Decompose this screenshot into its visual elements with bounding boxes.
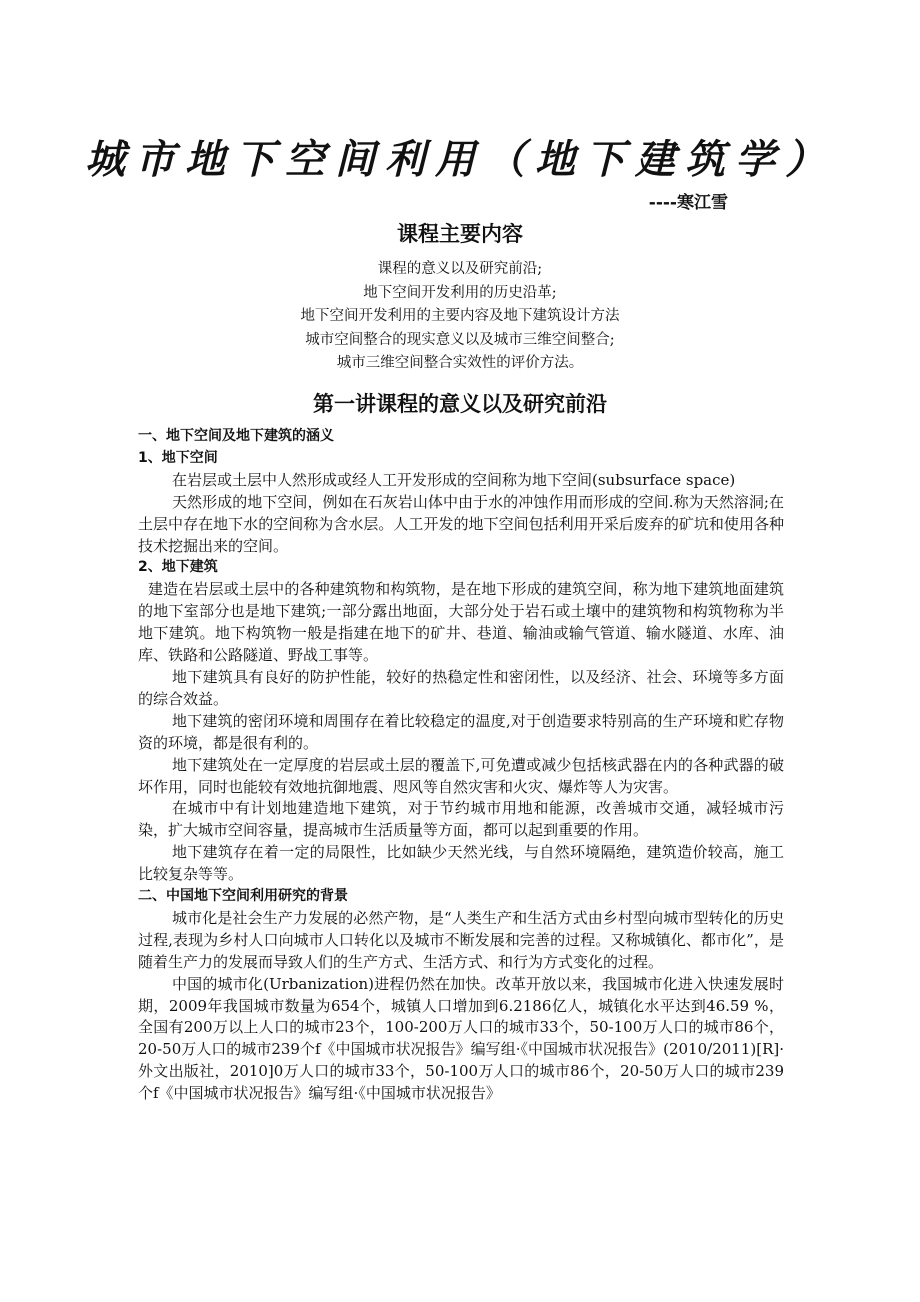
section-heading: 二、中国地下空间利用研究的背景 — [138, 888, 348, 905]
toc-item: 地下空间开发利用的主要内容及地下建筑设计方法 — [300, 308, 620, 325]
paragraph: 建造在岩层或土层中的各种建筑物和构筑物，是在地下形成的建筑空间，称为地下建筑地面建筑的地下室部分也是地下建筑;一部分露出地面，大部分处于岩石或土壤中的建筑物和构筑物称为半地下建筑。地下构筑物一般是指建在地下的矿井、巷道、输油或输气管道、输水隧道、水库、油库、铁路和公路隧道、野战工事等。 — [138, 580, 784, 665]
toc-heading: 课程主要内容 — [397, 222, 523, 246]
paragraph: 地下建筑存在着一定的局限性，比如缺少天然光线，与自然环境隔绝，建筑造价较高，施工比较复杂等等。 — [138, 843, 784, 884]
document-title: 城市地下空间利用（地下建筑学） — [85, 136, 835, 183]
toc-item: 地下空间开发利用的历史沿革; — [363, 284, 557, 301]
body-text — [138, 426, 784, 1105]
subsection-heading: 2、地下建筑 — [138, 559, 218, 576]
subsection-heading: 1、地下空间 — [138, 449, 218, 466]
paragraph: 地下建筑处在一定厚度的岩层或土层的覆盖下,可免遭或减少包括核武器在内的各种武器的破坏作用，同时也能较有效地抗御地震、咫风等自然灾害和火灾、爆炸等人为灾害。 — [138, 755, 784, 796]
paragraph: 地下建筑具有良好的防护性能，较好的热稳定性和密闭性，以及经济、社会、环境等多方面的综合效益。 — [138, 667, 784, 708]
paragraph: 中国的城市化(Urbanization)进程仍然在加快。改革开放以来，我国城市化进入快速发展时期，2009年我国城市数量为654个，城镇人口增加到6.2186亿人，城镇化水平达到46.59 %，全国有200万以上人口的城市23个，100-200万人口的城市33个，50-100万人口的城市86个，20-50万人口的城市239个f《中国城市状况报告》编写组·《中国城市状况报告》(2010/2011)[R]·外文出版社，2010]0万人口的城市33个，50-100万人口的城市86个，20-50万人口的城市239个f《中国城市状况报告》编写组·《中国城市状况报告》 — [138, 974, 784, 1103]
paragraph: 在城市中有计划地建造地下建筑，对于节约城市用地和能源，改善城市交通，减轻城市污染，扩大城市空间容量，提高城市生活质量等方面，都可以起到重要的作用。 — [138, 799, 784, 840]
toc-item: 课程的意义以及研究前沿; — [377, 261, 543, 277]
paragraph: 地下建筑的密闭环境和周围存在着比较稳定的温度,对于创造要求特别高的生产环境和贮存物资的环境，都是很有利的。 — [138, 711, 784, 752]
paragraph: 天然形成的地下空间，例如在石灰岩山体中由于水的冲蚀作用而形成的空间.称为天然溶洞;在土层中存在地下水的空间称为含水层。人工开发的地下空间包括利用开采后废弃的矿坑和使用各种技术挖掘出来的空间。 — [138, 492, 784, 555]
toc-item: 城市空间整合的现实意义以及城市三维空间整合; — [305, 331, 615, 348]
toc-list — [0, 258, 920, 376]
paragraph: 在岩层或土层中人然形成或经人工开发形成的空间称为地下空间(subsurface space) — [172, 470, 736, 489]
author-line: ----寒江雪 — [648, 193, 728, 213]
lecture-heading: 第一讲课程的意义以及研究前沿 — [313, 392, 607, 416]
paragraph: 城市化是社会生产力发展的必然产物，是“人类生产和生活方式由乡村型向城市型转化的历史过程,表现为乡村人口向城市人口转化以及城市不断发展和完善的过程。又称城镇化、都市化”，是随着生产力的发展而导致人们的生产方式、生活方式、和行为方式变化的过程。 — [138, 908, 784, 971]
section-heading: 一、地下空间及地下建筑的涵义 — [138, 428, 334, 444]
toc-item: 城市三维空间整合实效性的评价方法。 — [336, 355, 584, 372]
